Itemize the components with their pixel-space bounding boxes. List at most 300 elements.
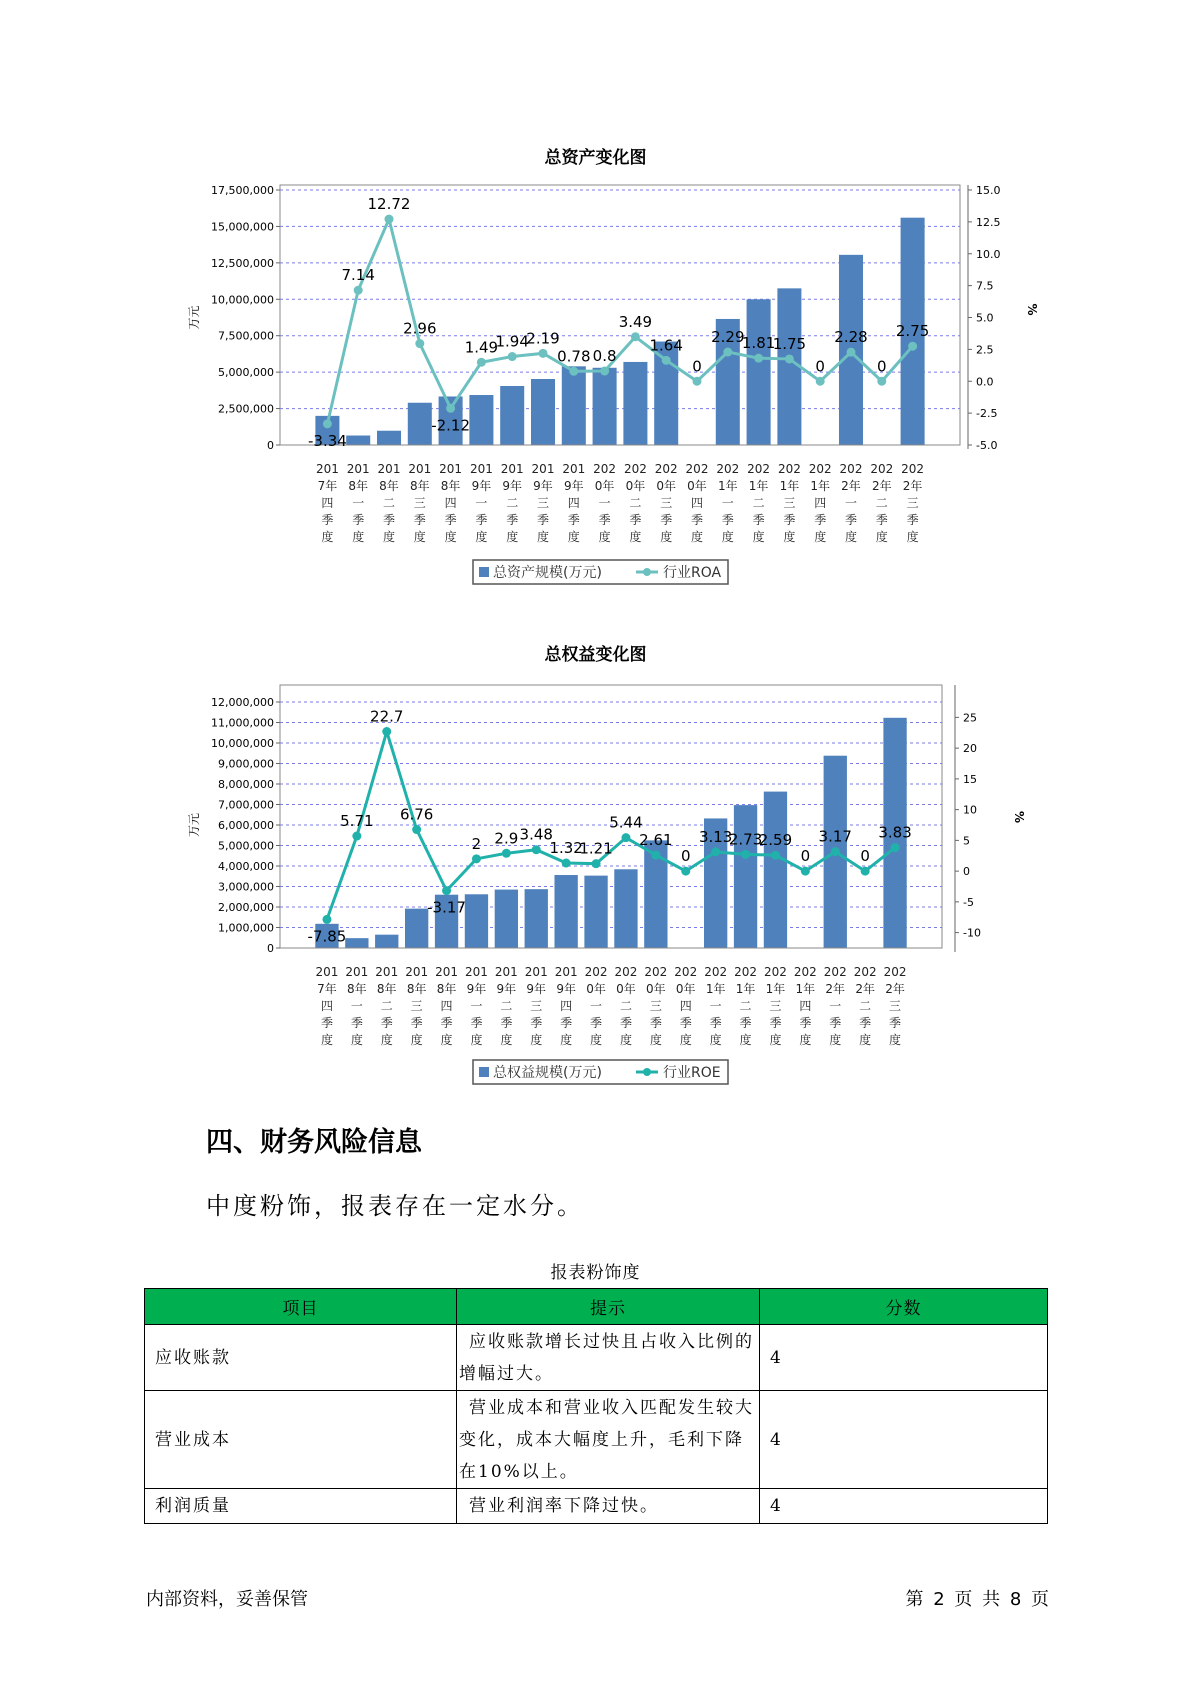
- y-left-tick-label: 2,500,000: [218, 402, 274, 416]
- x-tick-label: 度: [739, 1033, 752, 1047]
- x-tick-label: 201: [315, 965, 339, 979]
- line-point: [592, 859, 601, 868]
- data-label: 0.8: [592, 347, 617, 366]
- line-point: [477, 358, 486, 367]
- y-left-tick-label: 10,000,000: [211, 737, 274, 750]
- x-tick-label: 三: [536, 496, 550, 510]
- y-right-tick-label: 7.5: [976, 279, 994, 293]
- x-tick-label: 季: [783, 513, 796, 527]
- x-tick-label: 8年: [379, 479, 399, 493]
- x-tick-label: 9年: [502, 479, 523, 493]
- line-point: [539, 349, 548, 358]
- x-tick-label: 季: [470, 1016, 483, 1030]
- x-tick-label: 季: [567, 513, 580, 527]
- y-right-tick-label: -5.0: [976, 439, 998, 452]
- line-point: [354, 286, 363, 295]
- x-tick-label: 度: [660, 530, 673, 544]
- x-tick-label: 201: [346, 462, 370, 476]
- table-caption: 报表粉饰度: [550, 1263, 641, 1283]
- x-tick-label: 度: [321, 530, 334, 544]
- x-tick-label: 2年: [871, 479, 892, 493]
- y-right-tick-label: -10: [963, 926, 981, 940]
- bar: [465, 894, 488, 948]
- bar: [375, 935, 398, 948]
- x-tick-label: 季: [679, 1016, 692, 1030]
- line-point: [472, 854, 481, 863]
- x-tick-label: 一: [350, 999, 363, 1013]
- data-label: 3.48: [519, 825, 553, 844]
- x-tick-label: 202: [623, 462, 647, 476]
- x-tick-label: 二: [500, 999, 513, 1013]
- data-label: 2.29: [711, 328, 745, 347]
- x-tick-label: 202: [584, 965, 608, 979]
- bar: [623, 362, 647, 445]
- x-tick-label: 度: [350, 1033, 363, 1047]
- bar: [734, 805, 757, 948]
- x-tick-label: 8年: [409, 479, 430, 493]
- x-tick-label: 季: [690, 513, 704, 527]
- x-tick-label: 三: [530, 999, 543, 1013]
- x-tick-label: 201: [554, 965, 578, 979]
- x-tick-label: 201: [500, 462, 524, 476]
- y-right-axis-title: %: [1025, 303, 1039, 316]
- x-tick-label: 201: [562, 462, 586, 476]
- x-tick-label: 202: [593, 462, 617, 476]
- bar: [377, 431, 401, 445]
- line-point: [446, 404, 455, 413]
- x-tick-label: 202: [614, 965, 638, 979]
- x-tick-label: 0年: [625, 479, 646, 493]
- x-tick-label: 三: [906, 496, 919, 510]
- x-tick-label: 202: [716, 462, 740, 476]
- line-point: [723, 348, 732, 357]
- line-point: [801, 867, 810, 876]
- x-tick-label: 季: [709, 1016, 722, 1030]
- x-tick-label: 202: [777, 462, 801, 476]
- x-tick-label: 2年: [885, 982, 905, 996]
- data-label: 5.44: [609, 813, 643, 832]
- table-header-row: [145, 1289, 1048, 1325]
- x-tick-label: 一: [470, 999, 483, 1013]
- x-tick-label: 0年: [594, 479, 615, 493]
- x-tick-label: 202: [763, 965, 787, 979]
- x-tick-label: 季: [598, 513, 611, 527]
- legend-bar-swatch: [479, 1067, 489, 1077]
- x-tick-label: 三: [889, 999, 902, 1013]
- row-item: 应收账款: [145, 1325, 457, 1391]
- x-tick-label: 季: [889, 1016, 902, 1030]
- line-point: [831, 847, 840, 856]
- x-tick-label: 季: [721, 513, 734, 527]
- x-tick-label: 度: [410, 1033, 423, 1047]
- x-tick-label: 202: [883, 965, 907, 979]
- line-point: [621, 833, 630, 842]
- x-tick-label: 四: [799, 999, 812, 1013]
- x-tick-label: 一: [352, 496, 365, 510]
- x-tick-label: 一: [475, 496, 488, 510]
- y-left-tick-label: 3,000,000: [218, 880, 274, 894]
- x-tick-label: 季: [906, 513, 919, 527]
- x-tick-label: 8年: [436, 982, 457, 996]
- chart-title-total-assets: 总资产变化图: [544, 148, 647, 168]
- x-tick-label: 202: [853, 965, 877, 979]
- x-tick-label: 四: [321, 496, 334, 510]
- x-tick-label: 2年: [902, 479, 923, 493]
- x-tick-label: 9年: [471, 479, 492, 493]
- x-tick-label: 季: [560, 1016, 573, 1030]
- x-tick-label: 季: [440, 1016, 453, 1030]
- y-right-tick-label: 0: [963, 865, 970, 879]
- total-assets-chart: [0, 170, 1191, 590]
- x-tick-label: 季: [536, 513, 550, 527]
- row-score: 4: [760, 1391, 1048, 1489]
- x-tick-label: 季: [382, 513, 396, 527]
- bar: [495, 890, 518, 948]
- x-tick-label: 二: [859, 999, 872, 1013]
- line-point: [816, 377, 825, 386]
- line-point: [785, 354, 794, 363]
- y-left-tick-label: 6,000,000: [218, 819, 274, 832]
- x-tick-label: 二: [382, 496, 396, 510]
- x-tick-label: 201: [345, 965, 369, 979]
- row-score: 4: [760, 1489, 1048, 1524]
- x-tick-label: 季: [320, 1016, 333, 1030]
- data-label: 1.75: [772, 334, 807, 353]
- x-tick-label: 202: [734, 965, 758, 979]
- y-right-tick-label: 20: [963, 742, 977, 756]
- x-tick-label: 季: [875, 513, 888, 527]
- x-tick-label: 202: [839, 462, 863, 476]
- x-tick-label: 度: [352, 530, 365, 544]
- x-tick-label: 度: [752, 530, 765, 544]
- data-label: 0: [877, 357, 887, 376]
- x-tick-label: 201: [375, 965, 399, 979]
- x-tick-label: 二: [875, 496, 888, 510]
- line-point: [771, 851, 780, 860]
- x-tick-label: 8年: [376, 982, 397, 996]
- x-tick-label: 四: [320, 999, 333, 1013]
- data-label: 12.72: [367, 195, 411, 214]
- line-point: [322, 915, 331, 924]
- x-tick-label: 202: [793, 965, 817, 979]
- line-point: [442, 886, 451, 895]
- y-right-tick-label: 10.0: [976, 247, 1001, 261]
- y-right-tick-label: 2.5: [976, 343, 994, 357]
- y-right-tick-label: 0.0: [976, 375, 994, 389]
- y-left-tick-label: 17,500,000: [211, 184, 274, 197]
- bar: [408, 403, 432, 445]
- x-tick-label: 度: [475, 530, 488, 544]
- x-tick-label: 202: [870, 462, 894, 476]
- x-tick-label: 度: [382, 530, 396, 544]
- data-label: 0.78: [557, 347, 591, 366]
- table-row: [145, 1391, 1048, 1489]
- line-point: [711, 847, 720, 856]
- x-tick-label: 0年: [675, 982, 696, 996]
- legend-line-label: 行业ROE: [663, 1065, 721, 1081]
- data-label: 0: [692, 357, 702, 376]
- y-left-tick-label: 5,000,000: [218, 839, 274, 853]
- x-tick-label: 202: [901, 462, 925, 476]
- x-tick-label: 度: [320, 1033, 333, 1047]
- x-tick-label: 0年: [656, 479, 677, 493]
- line-point: [562, 859, 571, 868]
- data-label: 2.96: [403, 319, 437, 338]
- x-tick-label: 一: [829, 999, 842, 1013]
- x-tick-label: 8年: [347, 982, 367, 996]
- x-tick-label: 度: [814, 530, 827, 544]
- x-tick-label: 度: [906, 530, 919, 544]
- data-label: 5.71: [340, 812, 374, 831]
- x-tick-label: 0年: [586, 982, 606, 996]
- x-tick-label: 四: [444, 496, 457, 510]
- y-left-tick-label: 5,000,000: [218, 366, 274, 380]
- x-tick-label: 季: [506, 513, 519, 527]
- line-point: [385, 215, 394, 224]
- x-tick-label: 201: [469, 462, 493, 476]
- data-label: 3.17: [818, 827, 852, 846]
- x-tick-label: 二: [739, 999, 752, 1013]
- y-left-tick-label: 11,000,000: [211, 716, 274, 730]
- x-tick-label: 201: [405, 965, 429, 979]
- x-tick-label: 202: [823, 965, 847, 979]
- x-tick-label: 度: [413, 530, 426, 544]
- risk-table: [144, 1288, 1048, 1524]
- y-right-axis-title: %: [1012, 810, 1026, 824]
- bar: [584, 876, 607, 948]
- y-left-tick-label: 8,000,000: [218, 778, 274, 791]
- x-tick-label: 度: [444, 530, 457, 544]
- x-tick-label: 201: [464, 965, 488, 979]
- x-tick-label: 0年: [687, 479, 707, 493]
- x-tick-label: 201: [435, 965, 459, 979]
- bar: [345, 938, 368, 948]
- x-tick-label: 二: [629, 496, 642, 510]
- x-tick-label: 1年: [748, 479, 769, 493]
- header-score: 分数: [760, 1289, 1048, 1325]
- legend-line-label: 行业ROA: [663, 565, 722, 581]
- x-tick-label: 度: [500, 1033, 513, 1047]
- x-tick-label: 度: [783, 530, 796, 544]
- legend-line-marker: [643, 568, 651, 576]
- x-tick-label: 季: [590, 1016, 603, 1030]
- y-left-tick-label: 12,000,000: [211, 696, 274, 709]
- x-tick-label: 0年: [646, 982, 666, 996]
- bar: [346, 436, 370, 445]
- bar: [747, 299, 771, 445]
- footer-confidential: 内部资料，妥善保管: [146, 1589, 308, 1610]
- bar: [405, 909, 428, 948]
- chart-title-total-equity: 总权益变化图: [544, 645, 647, 665]
- x-tick-label: 三: [783, 496, 796, 510]
- y-left-tick-label: 10,000,000: [211, 293, 274, 307]
- x-tick-label: 201: [408, 462, 432, 476]
- line-point: [600, 367, 609, 376]
- line-point: [693, 377, 702, 386]
- line-point: [662, 356, 671, 365]
- x-tick-label: 三: [649, 999, 662, 1013]
- x-tick-label: 季: [739, 1016, 752, 1030]
- x-tick-label: 度: [470, 1033, 483, 1047]
- x-tick-label: 季: [752, 513, 765, 527]
- x-tick-label: 202: [685, 462, 709, 476]
- x-tick-label: 季: [829, 1016, 842, 1030]
- x-tick-label: 1年: [735, 982, 756, 996]
- x-tick-label: 二: [752, 496, 765, 510]
- x-tick-label: 三: [413, 496, 426, 510]
- x-tick-label: 201: [531, 462, 555, 476]
- y-left-axis-title: 万元: [187, 305, 201, 330]
- bar: [525, 889, 548, 948]
- x-tick-label: 季: [629, 513, 642, 527]
- data-label: -7.85: [307, 927, 347, 946]
- x-tick-label: 度: [536, 530, 550, 544]
- y-left-tick-label: 0: [267, 439, 274, 452]
- bar: [562, 366, 586, 445]
- x-tick-label: 三: [660, 496, 673, 510]
- data-label: 6.76: [399, 805, 434, 824]
- x-tick-label: 度: [829, 1033, 842, 1047]
- data-label: 2.19: [526, 329, 560, 348]
- y-right-tick-label: 15.0: [976, 184, 1001, 197]
- footer-page-number: 第 2 页 共 8 页: [905, 1589, 1049, 1610]
- x-tick-label: 9年: [466, 982, 487, 996]
- table-row: [145, 1325, 1048, 1391]
- line-point: [861, 867, 870, 876]
- line-point: [352, 832, 361, 841]
- row-hint: 营业利润率下降过快。: [457, 1489, 760, 1524]
- x-tick-label: 8年: [440, 479, 461, 493]
- data-label: 2.28: [834, 328, 868, 347]
- x-tick-label: 四: [679, 999, 692, 1013]
- line-point: [651, 851, 660, 860]
- total-equity-chart: [0, 665, 1191, 1085]
- y-left-tick-label: 2,000,000: [218, 901, 274, 914]
- x-tick-label: 201: [315, 462, 339, 476]
- x-tick-label: 季: [321, 513, 334, 527]
- x-tick-label: 四: [814, 496, 827, 510]
- data-label: 2: [471, 834, 482, 853]
- x-tick-label: 1年: [765, 982, 786, 996]
- x-tick-label: 一: [721, 496, 734, 510]
- data-label: 3.13: [698, 827, 733, 846]
- y-right-tick-label: 5.0: [976, 311, 994, 325]
- legend-bar-label: 总权益规模(万元): [493, 1065, 602, 1081]
- x-tick-label: 二: [380, 999, 393, 1013]
- x-tick-label: 季: [619, 1016, 632, 1030]
- y-left-tick-label: 7,000,000: [218, 798, 274, 812]
- bar: [764, 792, 787, 948]
- x-tick-label: 7年: [317, 982, 337, 996]
- x-tick-label: 度: [560, 1033, 573, 1047]
- x-tick-label: 202: [674, 965, 698, 979]
- x-tick-label: 季: [500, 1016, 513, 1030]
- y-left-tick-label: 15,000,000: [211, 220, 274, 234]
- x-tick-label: 季: [352, 513, 365, 527]
- x-tick-label: 季: [530, 1016, 543, 1030]
- data-label: 0: [815, 357, 825, 376]
- x-tick-label: 7年: [317, 479, 338, 493]
- x-tick-label: 1年: [810, 479, 831, 493]
- x-tick-label: 度: [567, 530, 580, 544]
- row-item: 营业成本: [145, 1391, 457, 1489]
- x-tick-label: 度: [721, 530, 734, 544]
- row-hint: 营业成本和营业收入匹配发生较大变化，成本大幅度上升，毛利下降在10%以上。: [457, 1391, 760, 1489]
- line-point: [532, 845, 541, 854]
- x-tick-label: 1年: [705, 982, 726, 996]
- x-tick-label: 一: [598, 496, 611, 510]
- line-point: [412, 825, 421, 834]
- x-tick-label: 度: [619, 1033, 632, 1047]
- data-label: 1.64: [649, 336, 683, 355]
- x-tick-label: 2年: [855, 982, 875, 996]
- x-tick-label: 202: [808, 462, 832, 476]
- data-label: 2.75: [895, 322, 930, 341]
- x-tick-label: 季: [410, 1016, 423, 1030]
- legend-bar-swatch: [479, 567, 489, 577]
- y-left-axis-title: 万元: [187, 812, 201, 838]
- x-tick-label: 一: [844, 496, 858, 510]
- x-tick-label: 季: [844, 513, 858, 527]
- x-tick-label: 二: [619, 999, 632, 1013]
- x-tick-label: 四: [690, 496, 704, 510]
- x-tick-label: 1年: [717, 479, 738, 493]
- data-label: 2.9: [494, 829, 519, 848]
- data-label: 22.7: [370, 707, 404, 726]
- data-label: 1.94: [495, 332, 529, 351]
- data-label: 3.49: [618, 312, 653, 331]
- line-point: [908, 342, 917, 351]
- line-point: [754, 354, 763, 363]
- x-tick-label: 201: [377, 462, 401, 476]
- data-label: 0: [800, 847, 811, 866]
- bar: [554, 875, 577, 948]
- x-tick-label: 202: [654, 462, 678, 476]
- x-tick-label: 2年: [841, 479, 861, 493]
- y-right-tick-label: 25: [963, 711, 977, 725]
- y-left-tick-label: 12,500,000: [211, 256, 274, 270]
- bar: [469, 395, 493, 445]
- x-tick-label: 9年: [563, 479, 584, 493]
- line-point: [323, 419, 332, 428]
- x-tick-label: 8年: [348, 479, 369, 493]
- x-tick-label: 8年: [406, 982, 427, 996]
- x-tick-label: 季: [350, 1016, 363, 1030]
- x-tick-label: 四: [440, 999, 453, 1013]
- bar: [593, 368, 617, 445]
- x-tick-label: 度: [679, 1033, 692, 1047]
- y-right-tick-label: -2.5: [976, 407, 998, 421]
- x-tick-label: 季: [380, 1016, 393, 1030]
- x-tick-label: 度: [598, 530, 611, 544]
- line-point: [415, 339, 424, 348]
- table-row: [145, 1489, 1048, 1524]
- x-tick-label: 季: [859, 1016, 872, 1030]
- line-point: [382, 727, 391, 736]
- x-tick-label: 9年: [533, 479, 553, 493]
- y-right-tick-label: -5: [963, 895, 974, 909]
- y-right-tick-label: 5: [963, 834, 970, 848]
- x-tick-label: 季: [444, 513, 457, 527]
- line-point: [631, 332, 640, 341]
- y-left-tick-label: 1,000,000: [218, 921, 274, 935]
- header-hint: 提示: [457, 1289, 760, 1325]
- data-label: 2.59: [758, 831, 793, 850]
- x-tick-label: 季: [814, 513, 827, 527]
- x-tick-label: 201: [524, 965, 548, 979]
- line-point: [891, 843, 900, 852]
- x-tick-label: 季: [413, 513, 426, 527]
